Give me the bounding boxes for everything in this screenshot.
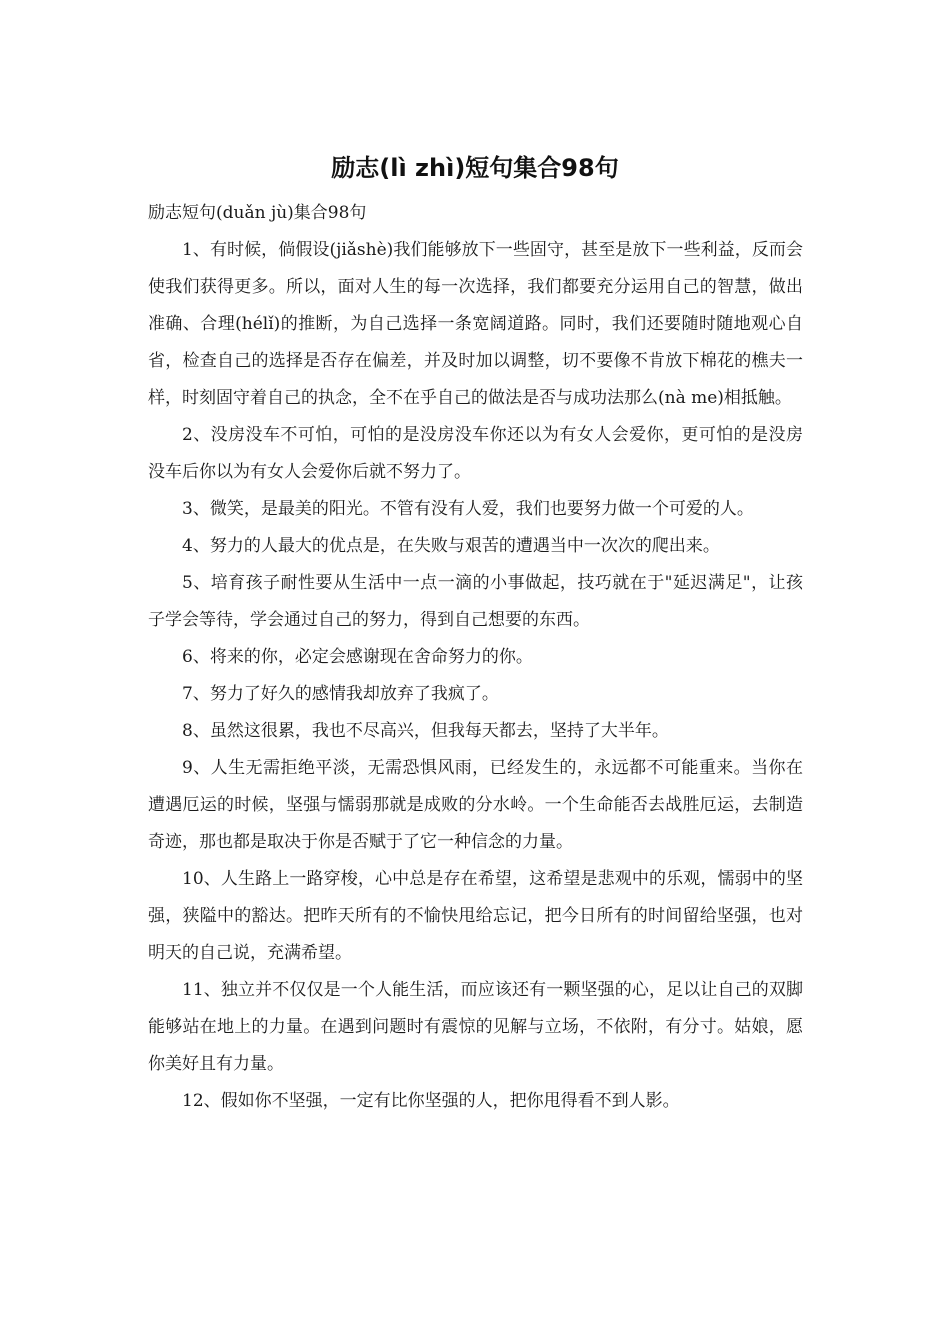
document-subtitle: 励志短句(duǎn jù)集合98句 <box>148 203 367 223</box>
paragraph-4: 4、努力的人最大的优点是，在失败与艰苦的遭遇当中一次次的爬出来。 <box>182 536 720 556</box>
paragraph-10: 10、人生路上一路穿梭，心中总是存在希望，这希望是悲观中的乐观，懦弱中的坚强，狭隘中的豁达。把昨天所有的不愉快甩给忘记，把今日所有的时间留给坚强，也对明天的自己说，充满希望。 <box>148 869 803 963</box>
paragraph-7: 7、努力了好久的感情我却放弃了我疯了。 <box>182 684 499 704</box>
paragraph-6: 6、将来的你，必定会感谢现在舍命努力的你。 <box>182 647 533 667</box>
paragraph-2: 2、没房没车不可怕，可怕的是没房没车你还以为有女人会爱你，更可怕的是没房没车后你以为有女人会爱你后就不努力了。 <box>148 425 803 482</box>
paragraph-11: 11、独立并不仅仅是一个人能生活，而应该还有一颗坚强的心，足以让自己的双脚能够站在地上的力量。在遇到问题时有震惊的见解与立场，不依附，有分寸。姑娘，愿你美好且有力量。 <box>148 980 803 1074</box>
paragraph-12: 12、假如你不坚强，一定有比你坚强的人，把你甩得看不到人影。 <box>182 1091 680 1111</box>
page-title: 励志(lì zhì)短句集合98句 <box>331 154 619 182</box>
paragraph-3: 3、微笑，是最美的阳光。不管有没有人爱，我们也要努力做一个可爱的人。 <box>182 499 754 519</box>
paragraph-1: 1、有时候，倘假设(jiǎshè)我们能够放下一些固守，甚至是放下一些利益，反而会使我们获得更多。所以，面对人生的每一次选择，我们都要充分运用自己的智慧，做出准确、合理(hélǐ)的推断，为自己选择一条宽阔道路。同时，我们还要随时随地观心自省，检查自己的选择是否存在偏差，并及时加以调整，切不要像不肯放下棉花的樵夫一样，时刻固守着自己的执念，全不在乎自己的做法是否与成功法那么(nà me)相抵触。 <box>148 240 803 408</box>
paragraph-9: 9、人生无需拒绝平淡，无需恐惧风雨，已经发生的，永远都不可能重来。当你在遭遇厄运的时候，坚强与懦弱那就是成败的分水岭。一个生命能否去战胜厄运，去制造奇迹，那也都是取决于你是否赋于了它一种信念的力量。 <box>148 758 803 852</box>
paragraph-8: 8、虽然这很累，我也不尽高兴，但我每天都去，坚持了大半年。 <box>182 721 669 741</box>
document-body <box>148 195 803 1120</box>
paragraph-5: 5、培育孩子耐性要从生活中一点一滴的小事做起，技巧就在于"延迟满足"，让孩子学会等待，学会通过自己的努力，得到自己想要的东西。 <box>148 573 803 630</box>
